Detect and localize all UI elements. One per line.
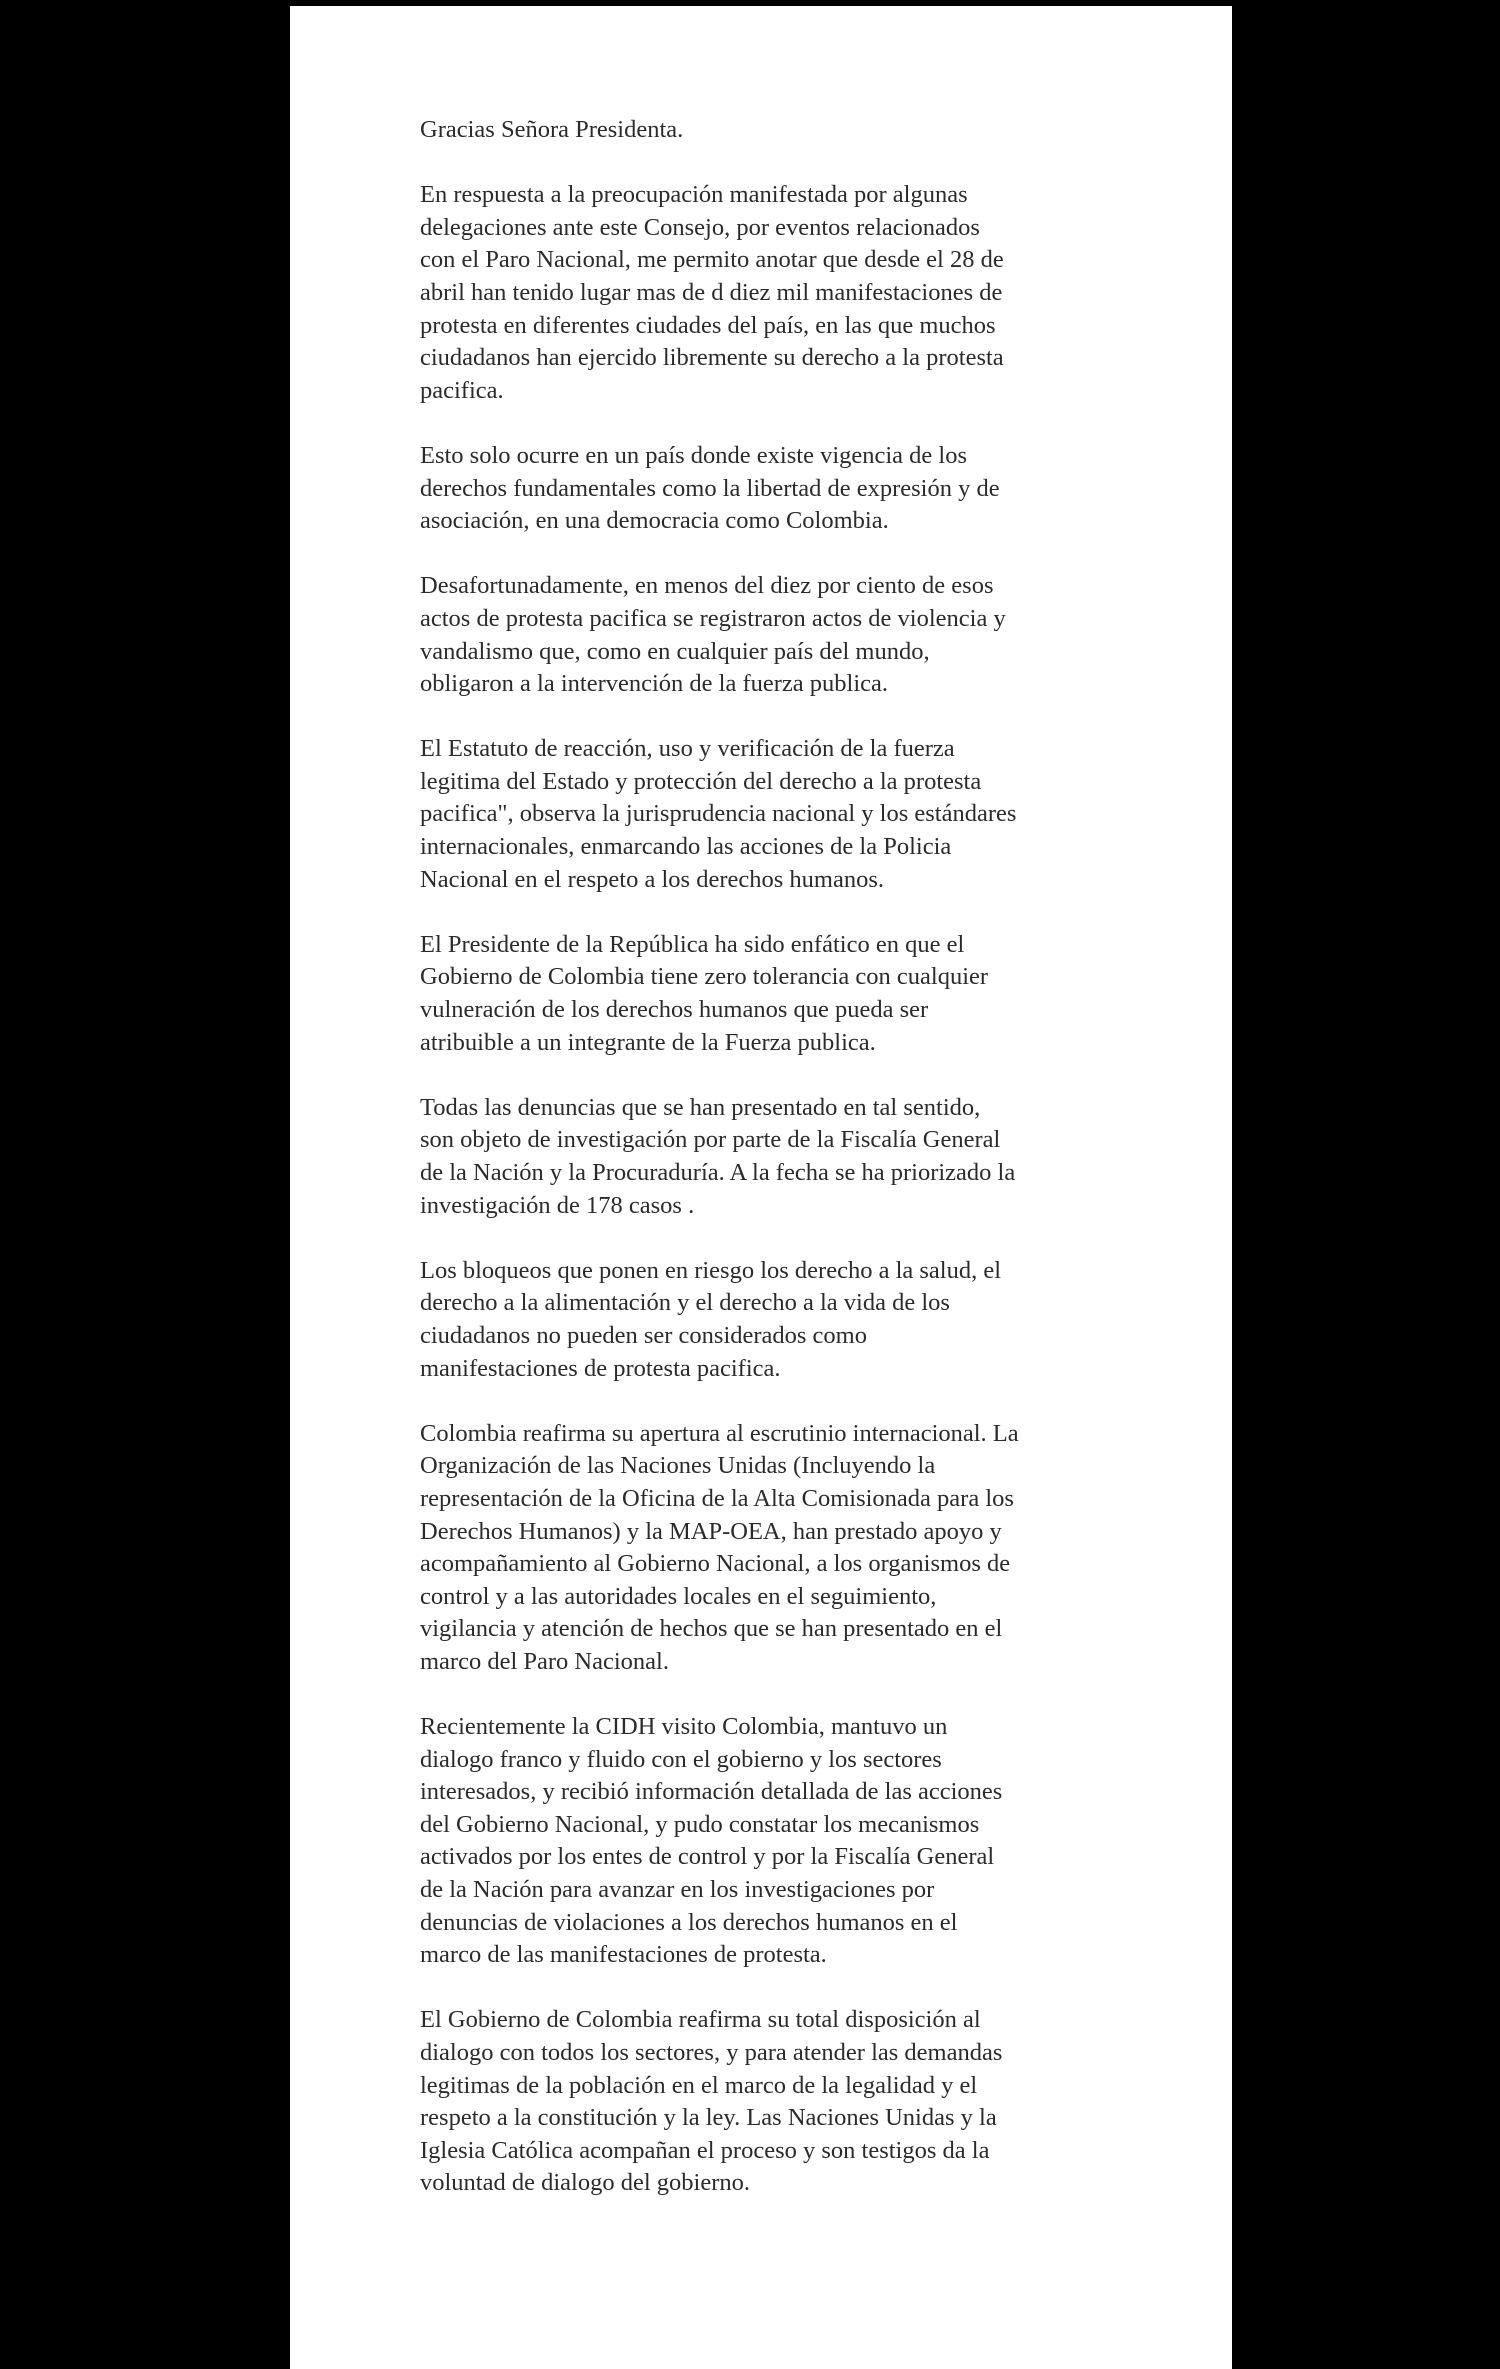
text-line: interesados, y recibió información detallada de las acciones [420,1778,1003,1806]
text-line: abril han tenido lugar mas de d diez mil manifestaciones de [420,278,1003,306]
text-line: vulneración de los derechos humanos que pueda ser [420,996,929,1024]
text-line: de la Nación para avanzar en los investigaciones por [420,1876,935,1904]
text-line: dialogo con todos los sectores, y para atender las demandas [420,2039,1003,2067]
text-line: Organización de las Naciones Unidas (Incluyendo la [420,1452,936,1480]
text-line: del Gobierno Nacional, y pudo constatar los mecanismos [420,1810,980,1838]
text-line: Colombia reafirma su apertura al escrutinio internacional. La [420,1419,1019,1447]
text-line: El Presidente de la República ha sido enfático en que el [420,930,965,958]
text-line: Los bloqueos que ponen en riesgo los derecho a la salud, el [420,1256,1002,1284]
text-line: de la Nación y la Procuraduría. A la fecha se ha priorizado la [420,1159,1016,1186]
paragraph-1 [420,179,1100,407]
text-line: En respuesta a la preocupación manifestada por algunas [420,181,968,209]
text-line: Nacional en el respeto a los derechos humanos. [420,865,884,893]
text-line: voluntad de dialogo del gobierno. [420,2169,750,2197]
text-line: vandalismo que, como en cualquier país del mundo, [420,637,930,665]
text-line: manifestaciones de protesta pacifica. [420,1354,781,1382]
text-line: Desafortunadamente, en menos del diez por ciento de esos [420,572,994,600]
paragraph-7 [420,1255,1100,1385]
text-line: dialogo franco y fluido con el gobierno y los sectores [420,1745,942,1773]
text-line: marco del Paro Nacional. [420,1647,669,1675]
text-line: Derechos Humanos) y la MAP-OEA, han prestado apoyo y [420,1517,1002,1545]
text-line: control y a las autoridades locales en el seguimiento, [420,1582,937,1610]
text-line: ciudadanos han ejercido libremente su derecho a la protesta [420,344,1004,372]
text-line: respeto a la constitución y la ley. Las Naciones Unidas y la [420,2104,997,2132]
paragraph-10 [420,2004,1100,2200]
text-line: con el Paro Nacional, me permito anotar que desde el 28 de [420,246,1004,274]
text-line: legitima del Estado y protección del derecho a la protesta [420,767,982,795]
text-line: legitimas de la población en el marco de la legalidad y el [420,2071,978,2099]
text-line: activados por los entes de control y por la Fiscalía General [420,1843,995,1871]
text-line: representación de la Oficina de la Alta Comisionada para los [420,1484,1014,1512]
text-line: protesta en diferentes ciudades del país, en las que muchos [420,311,996,339]
text-line: internacionales, enmarcando las acciones de la Policia [420,833,952,861]
text-line: Esto solo ocurre en un país donde existe vigencia de los [420,441,968,469]
greeting: Gracias Señora Presidenta. [420,116,684,143]
paragraph-4 [420,733,1100,896]
text-line: Todas las denuncias que se han presentado en tal sentido, [420,1093,981,1121]
text-line: vigilancia y atención de hechos que se han presentado en el [420,1615,1003,1643]
paragraph-8 [420,1418,1100,1679]
document-page [290,6,1232,2369]
text-line: atribuible a un integrante de la Fuerza publica. [420,1028,876,1056]
paragraph-5 [420,929,1100,1059]
text-line: delegaciones ante este Consejo, por eventos relacionados [420,213,980,241]
text-line: denuncias de violaciones a los derechos humanos en el [420,1908,958,1936]
text-line: Recientemente la CIDH visito Colombia, mantuvo un [420,1713,948,1741]
text-line: ciudadanos no pueden ser considerados como [420,1321,867,1349]
text-line: asociación, en una democracia como Colombia. [420,507,889,535]
text-line: Iglesia Católica acompañan el proceso y son testigos da la [420,2136,990,2164]
text-line: derechos fundamentales como la libertad de expresión y de [420,474,1000,502]
text-line: El Gobierno de Colombia reafirma su total disposición al [420,2006,981,2034]
text-line: investigación de 178 casos . [420,1191,695,1219]
text-line: actos de protesta pacifica se registraron actos de violencia y [420,604,1006,632]
paragraph-6 [420,1092,1100,1222]
text-line: pacifica", observa la jurisprudencia nacional y los estándares [420,800,1017,828]
text-line: El Estatuto de reacción, uso y verificación de la fuerza [420,735,955,763]
document-text [420,114,1100,2200]
paragraph-2 [420,440,1100,538]
text-line: marco de las manifestaciones de protesta. [420,1941,827,1969]
text-line: derecho a la alimentación y el derecho a la vida de los [420,1289,950,1317]
paragraph-9 [420,1711,1100,1972]
text-line: son objeto de investigación por parte de la Fiscalía General [420,1126,1001,1154]
text-line: obligaron a la intervención de la fuerza publica. [420,670,889,698]
text-line: pacifica. [420,376,504,404]
text-line: acompañamiento al Gobierno Nacional, a los organismos de [420,1550,1011,1578]
paragraph-3 [420,570,1100,700]
text-line: Gobierno de Colombia tiene zero tolerancia con cualquier [420,963,989,991]
